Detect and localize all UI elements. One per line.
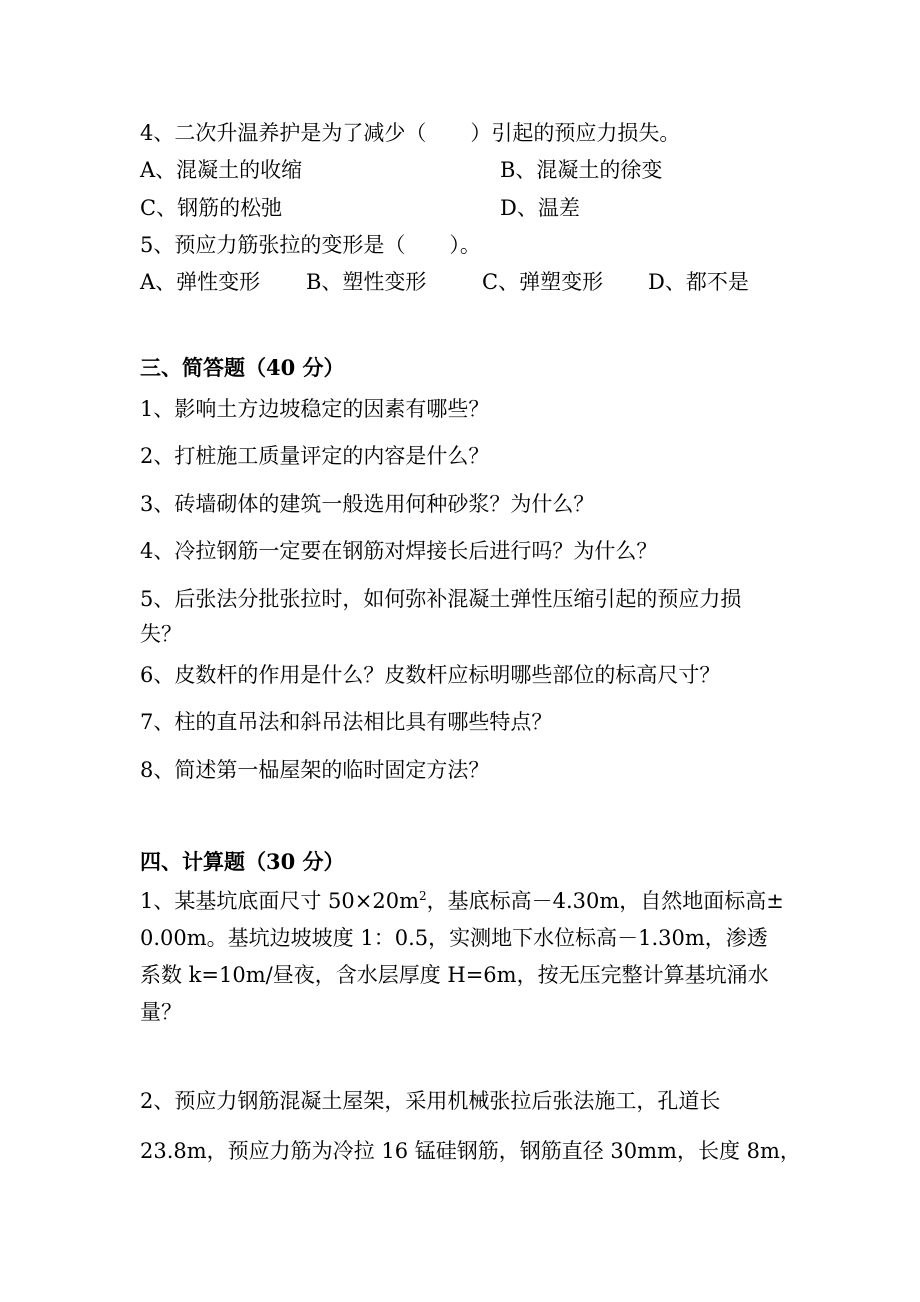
q5-stem-before: 5、预应力筋张拉的变形是（ — [140, 233, 406, 257]
calc-problem-1-line-2: 0.00m。基坑边坡坡度 1：0.5，实测地下水位标高－1.30m，渗透 — [140, 926, 768, 950]
q4-stem-after: ）引起的预应力损失。 — [470, 121, 681, 145]
q5-option-a: A、弹性变形 — [140, 270, 261, 294]
q5-stem — [140, 232, 481, 258]
calc-problem-2-line-1: 2、预应力钢筋混凝土屋架，采用机械张拉后张法施工，孔道长 — [140, 1089, 721, 1113]
calc-problem-2-line-2: 23.8m，预应力筋为冷拉 16 锰硅钢筋，钢筋直径 30mm，长度 8m， — [140, 1139, 801, 1163]
q4-stem — [140, 120, 680, 146]
calc-problem-1-text: 1、某基坑底面尺寸 50×20m — [140, 889, 419, 913]
q4-option-b: B、混凝土的徐变 — [500, 158, 663, 182]
section3-item-2: 2、打桩施工质量评定的内容是什么？ — [140, 444, 490, 468]
section3-item-8: 8、简述第一榀屋架的临时固定方法？ — [140, 758, 490, 782]
section3-item-5: 5、后张法分批张拉时，如何弥补混凝土弹性压缩引起的预应力损 — [140, 587, 742, 611]
section3-item-7: 7、柱的直吊法和斜吊法相比具有哪些特点？ — [140, 710, 553, 734]
section3-title: 三、简答题（40 分） — [140, 355, 345, 380]
calc-problem-1-line-1 — [140, 888, 784, 914]
q5-option-c: C、弹塑变形 — [482, 270, 604, 294]
q5-stem-after: ）。 — [449, 233, 481, 257]
section3-item-5-cont: 失？ — [140, 622, 182, 646]
q5-option-d: D、都不是 — [648, 270, 749, 294]
calc-problem-1-line-4: 量？ — [140, 1000, 182, 1024]
q4-option-a: A、混凝土的收缩 — [140, 158, 303, 182]
q4-option-d: D、温差 — [500, 196, 580, 220]
calc-problem-1-text-cont: ，基底标高－4.30m，自然地面标高± — [426, 889, 784, 913]
section3-item-6: 6、皮数杆的作用是什么？皮数杆应标明哪些部位的标高尺寸？ — [140, 663, 721, 687]
q4-option-c: C、钢筋的松弛 — [140, 196, 283, 220]
section3-item-4: 4、冷拉钢筋一定要在钢筋对焊接长后进行吗？为什么？ — [140, 539, 658, 563]
q4-stem-before: 4、二次升温养护是为了减少（ — [140, 121, 427, 145]
section4-title: 四、计算题（30 分） — [140, 849, 345, 874]
superscript-2: 2 — [419, 889, 427, 903]
section3-item-3: 3、砖墙砌体的建筑一般选用何种砂浆？为什么？ — [140, 492, 595, 516]
section3-item-1: 1、影响土方边坡稳定的因素有哪些？ — [140, 397, 490, 421]
calc-problem-1-line-3: 系数 k=10m/昼夜，含水层厚度 H=6m，按无压完整计算基坑涌水 — [140, 963, 769, 987]
q5-option-b: B、塑性变形 — [306, 270, 427, 294]
